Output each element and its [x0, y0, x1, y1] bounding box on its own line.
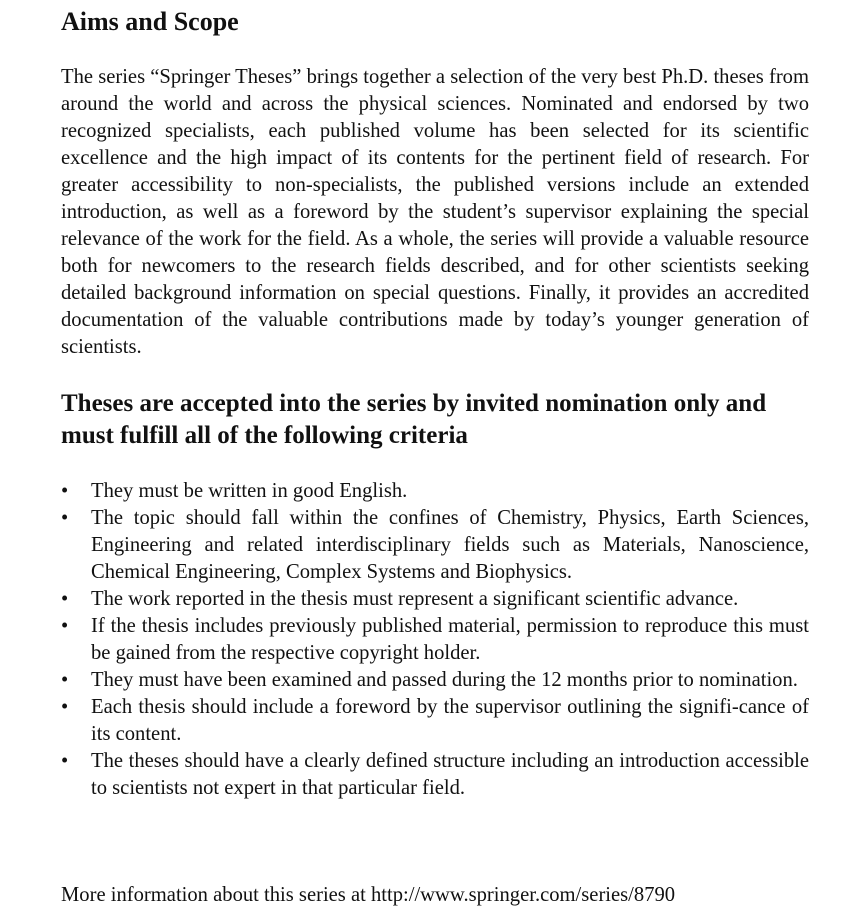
aims-and-scope-paragraph: The series “Springer Theses” brings together a selection of the very best Ph.D. theses from around the world and across the physical sciences. Nominated and endorsed by two recognized specialists, each published volume has been selected for its scientific excellence and the high impact of its contents for the pertinent field of research. For greater accessibility to non-specialists, the published versions include an extended introduction, as well as a foreword by the student’s supervisor explaining the special relevance of the work for the field. As a whole, the series will provide a valuable resource both for newcomers to the research fields described, and for other scientists seeking detailed background information on special questions. Finally, it provides an accredited documentation of the valuable contributions made by today’s younger generation of scientists. [61, 66, 809, 358]
criteria-heading: Theses are accepted into the series by invited nomination only and must fulfill all of the following criteria [61, 390, 767, 449]
criteria-item [61, 478, 809, 505]
criteria-item [61, 505, 809, 586]
criteria-item [61, 586, 809, 613]
criteria-item-text: They must have been examined and passed during the 12 months prior to nomination. [91, 669, 798, 691]
bullet-icon: • [61, 480, 69, 502]
criteria-item-text: If the thesis includes previously published material, permission to reproduce this must be gained from the respective copyright holder. [91, 615, 809, 664]
criteria-item-text: The work reported in the thesis must represent a significant scientific advance. [91, 588, 739, 610]
criteria-item-text: The theses should have a clearly defined structure including an introduction accessible to scientists not expert in that particular field. [91, 750, 809, 799]
bullet-icon: • [61, 507, 69, 529]
bullet-icon: • [61, 750, 69, 772]
criteria-item [61, 613, 809, 667]
criteria-item [61, 667, 809, 694]
criteria-item [61, 748, 809, 802]
criteria-item-text: They must be written in good English. [91, 480, 408, 502]
aims-and-scope-heading: Aims and Scope [61, 7, 239, 36]
criteria-list [61, 478, 809, 802]
bullet-icon: • [61, 696, 69, 718]
criteria-item [61, 694, 809, 748]
more-information-line: More information about this series at http://www.springer.com/series/8790 [61, 884, 676, 906]
bullet-icon: • [61, 588, 69, 610]
criteria-item-text: The topic should fall within the confines of Chemistry, Physics, Earth Sciences, Engineering and related interdisciplinary fields such as Materials, Nanoscience, Chemical Engineering, Complex Systems and Biophysics. [91, 507, 809, 583]
bullet-icon: • [61, 615, 69, 637]
criteria-item-text: Each thesis should include a foreword by the supervisor outlining the signifi-cance of its content. [91, 696, 809, 745]
bullet-icon: • [61, 669, 69, 691]
